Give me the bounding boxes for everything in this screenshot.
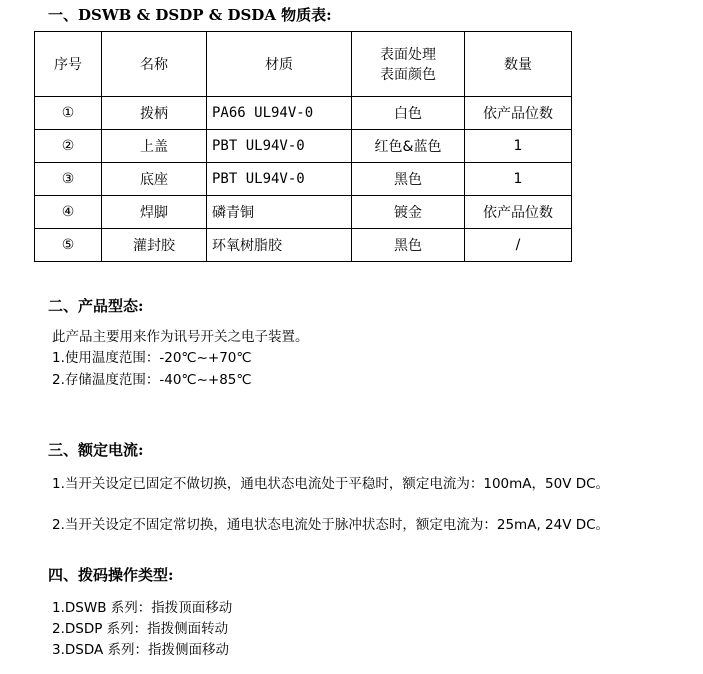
materials-table <box>34 31 572 262</box>
row-material: PBT UL94V-0 <box>207 130 352 163</box>
row-qty: 1 <box>465 130 572 163</box>
header-qty: 数量 <box>465 32 572 97</box>
row-surface: 黑色 <box>352 229 465 262</box>
row-no: ④ <box>35 196 102 229</box>
table-row <box>35 97 572 130</box>
header-no: 序号 <box>35 32 102 97</box>
row-qty: 1 <box>465 163 572 196</box>
row-material: PBT UL94V-0 <box>207 163 352 196</box>
row-surface: 镀金 <box>352 196 465 229</box>
row-no: ① <box>35 97 102 130</box>
section-3-title: 三、额定电流: <box>48 441 144 459</box>
row-name: 拨柄 <box>102 97 207 130</box>
section-4-line-3: 3.DSDA 系列：指拨侧面移动 <box>52 642 230 658</box>
row-material: 环氧树脂胶 <box>207 229 352 262</box>
row-no: ② <box>35 130 102 163</box>
row-material: PA66 UL94V-0 <box>207 97 352 130</box>
table-row <box>35 229 572 262</box>
section-1-title: 一、DSWB & DSDP & DSDA 物质表: <box>48 6 332 24</box>
header-surface-color: 表面颜色 <box>380 67 436 83</box>
row-surface: 白色 <box>352 97 465 130</box>
section-4-line-1: 1.DSWB 系列：指拨顶面移动 <box>52 600 233 616</box>
row-qty: 依产品位数 <box>465 196 572 229</box>
row-name: 底座 <box>102 163 207 196</box>
row-material: 磷青铜 <box>207 196 352 229</box>
row-surface: 红色&蓝色 <box>352 130 465 163</box>
section-4-line-2: 2.DSDP 系列：指拨侧面转动 <box>52 621 229 637</box>
section-2-line-1: 此产品主要用来作为讯号开关之电子装置。 <box>52 329 309 345</box>
row-name: 焊脚 <box>102 196 207 229</box>
row-qty: / <box>465 229 572 262</box>
row-no: ③ <box>35 163 102 196</box>
header-material: 材质 <box>207 32 352 97</box>
header-surface <box>352 32 465 97</box>
table-row <box>35 196 572 229</box>
section-4-title: 四、拨码操作类型: <box>48 566 174 584</box>
section-3-line-2: 2.当开关设定不固定常切换，通电状态电流处于脉冲状态时，额定电流为：25mA, 24V DC。 <box>52 517 610 533</box>
header-surface-treatment: 表面处理 <box>380 47 436 63</box>
row-name: 上盖 <box>102 130 207 163</box>
section-2-line-3: 2.存储温度范围：-40℃~+85℃ <box>52 372 252 388</box>
row-no: ⑤ <box>35 229 102 262</box>
table-header-row <box>35 32 572 97</box>
row-name: 灌封胶 <box>102 229 207 262</box>
section-2-line-2: 1.使用温度范围：-20℃~+70℃ <box>52 350 252 366</box>
row-qty: 依产品位数 <box>465 97 572 130</box>
section-2-title: 二、产品型态: <box>48 297 144 315</box>
table-row <box>35 163 572 196</box>
row-surface: 黑色 <box>352 163 465 196</box>
table-row <box>35 130 572 163</box>
section-3-line-1: 1.当开关设定已固定不做切换，通电状态电流处于平稳时，额定电流为：100mA，50V DC。 <box>52 476 610 492</box>
header-name: 名称 <box>102 32 207 97</box>
